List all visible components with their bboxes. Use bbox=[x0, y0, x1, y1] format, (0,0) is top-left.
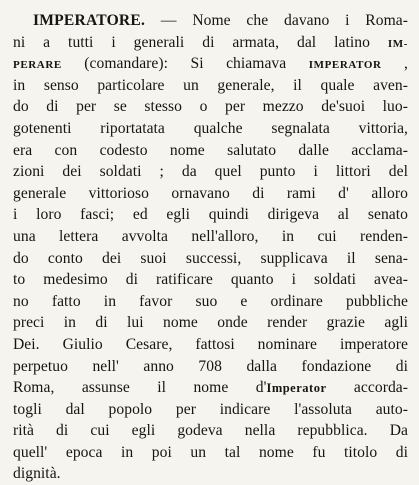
text-segment: quell' epoca in poi un tal nome fu titolo di bbox=[13, 443, 408, 461]
text-line bbox=[13, 161, 408, 183]
text-line bbox=[13, 118, 408, 140]
text-segment: generale vittorioso ornavano di rami d' alloro bbox=[13, 184, 408, 202]
small-caps-term: PERARE bbox=[13, 59, 62, 72]
text-line bbox=[13, 53, 408, 75]
text-segment: preci in di lui nome onde render grazie agli bbox=[13, 314, 408, 332]
text-segment: perpetuo nell' anno 708 dalla fondazione di bbox=[13, 357, 408, 375]
text-segment: i loro fasci; ed egli quindi dirigeva al senato bbox=[13, 206, 408, 224]
text-segment: dignità. bbox=[13, 465, 61, 483]
text-segment: Dei. Giulio Cesare, fattosi nominare imperatore bbox=[13, 335, 408, 353]
text-line bbox=[13, 140, 408, 162]
text-line bbox=[13, 291, 408, 313]
text-segment: to medesimo di ratificare quanto i soldati avea- bbox=[13, 271, 408, 289]
text-line bbox=[13, 183, 408, 205]
small-caps-term: Imperator bbox=[266, 381, 327, 396]
text-segment: in senso particolare un generale, il quale aven- bbox=[13, 76, 408, 94]
text-line bbox=[13, 32, 408, 54]
text-segment: — Nome che davano i Roma- bbox=[145, 12, 408, 29]
text-segment: zioni dei soldati ; da quel punto i littori del bbox=[13, 163, 408, 181]
text-line bbox=[13, 356, 408, 378]
text-segment: era con codesto nome salutato dalle acclama- bbox=[13, 141, 408, 159]
text-line bbox=[13, 420, 408, 442]
headword-line bbox=[13, 10, 408, 32]
text-segment: (comandare): Si chiamava bbox=[61, 55, 309, 73]
text-line bbox=[13, 269, 408, 291]
text-line bbox=[13, 226, 408, 248]
text-line bbox=[13, 312, 408, 334]
text-segment: Roma, assunse il nome d' bbox=[13, 379, 267, 397]
text-segment: do conto dei suoi successi, supplicava il sena- bbox=[13, 249, 408, 267]
text-segment: , bbox=[381, 55, 408, 73]
text-line bbox=[13, 442, 408, 464]
dictionary-entry bbox=[13, 10, 408, 485]
text-segment: no fatto in favor suo e ordinare pubbliche bbox=[13, 292, 408, 310]
text-line bbox=[13, 399, 408, 421]
text-segment: accorda- bbox=[326, 379, 408, 397]
text-line bbox=[13, 334, 408, 356]
text-line bbox=[13, 75, 408, 97]
small-caps-term: IMPERATOR bbox=[308, 59, 382, 72]
small-caps-term: IM- bbox=[387, 37, 408, 50]
text-segment: gotenenti riportatata qualche segnalata vittoria, bbox=[13, 119, 408, 137]
text-segment: una lettera avvolta nell'alloro, in cui renden- bbox=[13, 227, 408, 245]
headword: IMPERATORE. bbox=[33, 12, 146, 29]
text-segment: ni a tutti i generali di armata, dal latino bbox=[13, 33, 388, 51]
text-line bbox=[13, 96, 408, 118]
text-segment: togli dal popolo per indicare l'assoluta auto- bbox=[13, 400, 408, 418]
text-line bbox=[13, 248, 408, 270]
text-line bbox=[13, 204, 408, 226]
text-line bbox=[13, 377, 408, 399]
text-segment: rità di cui egli godeva nella repubblica. Da bbox=[13, 422, 408, 440]
text-segment: do di per se stesso o per mezzo de'suoi luo- bbox=[13, 98, 408, 116]
